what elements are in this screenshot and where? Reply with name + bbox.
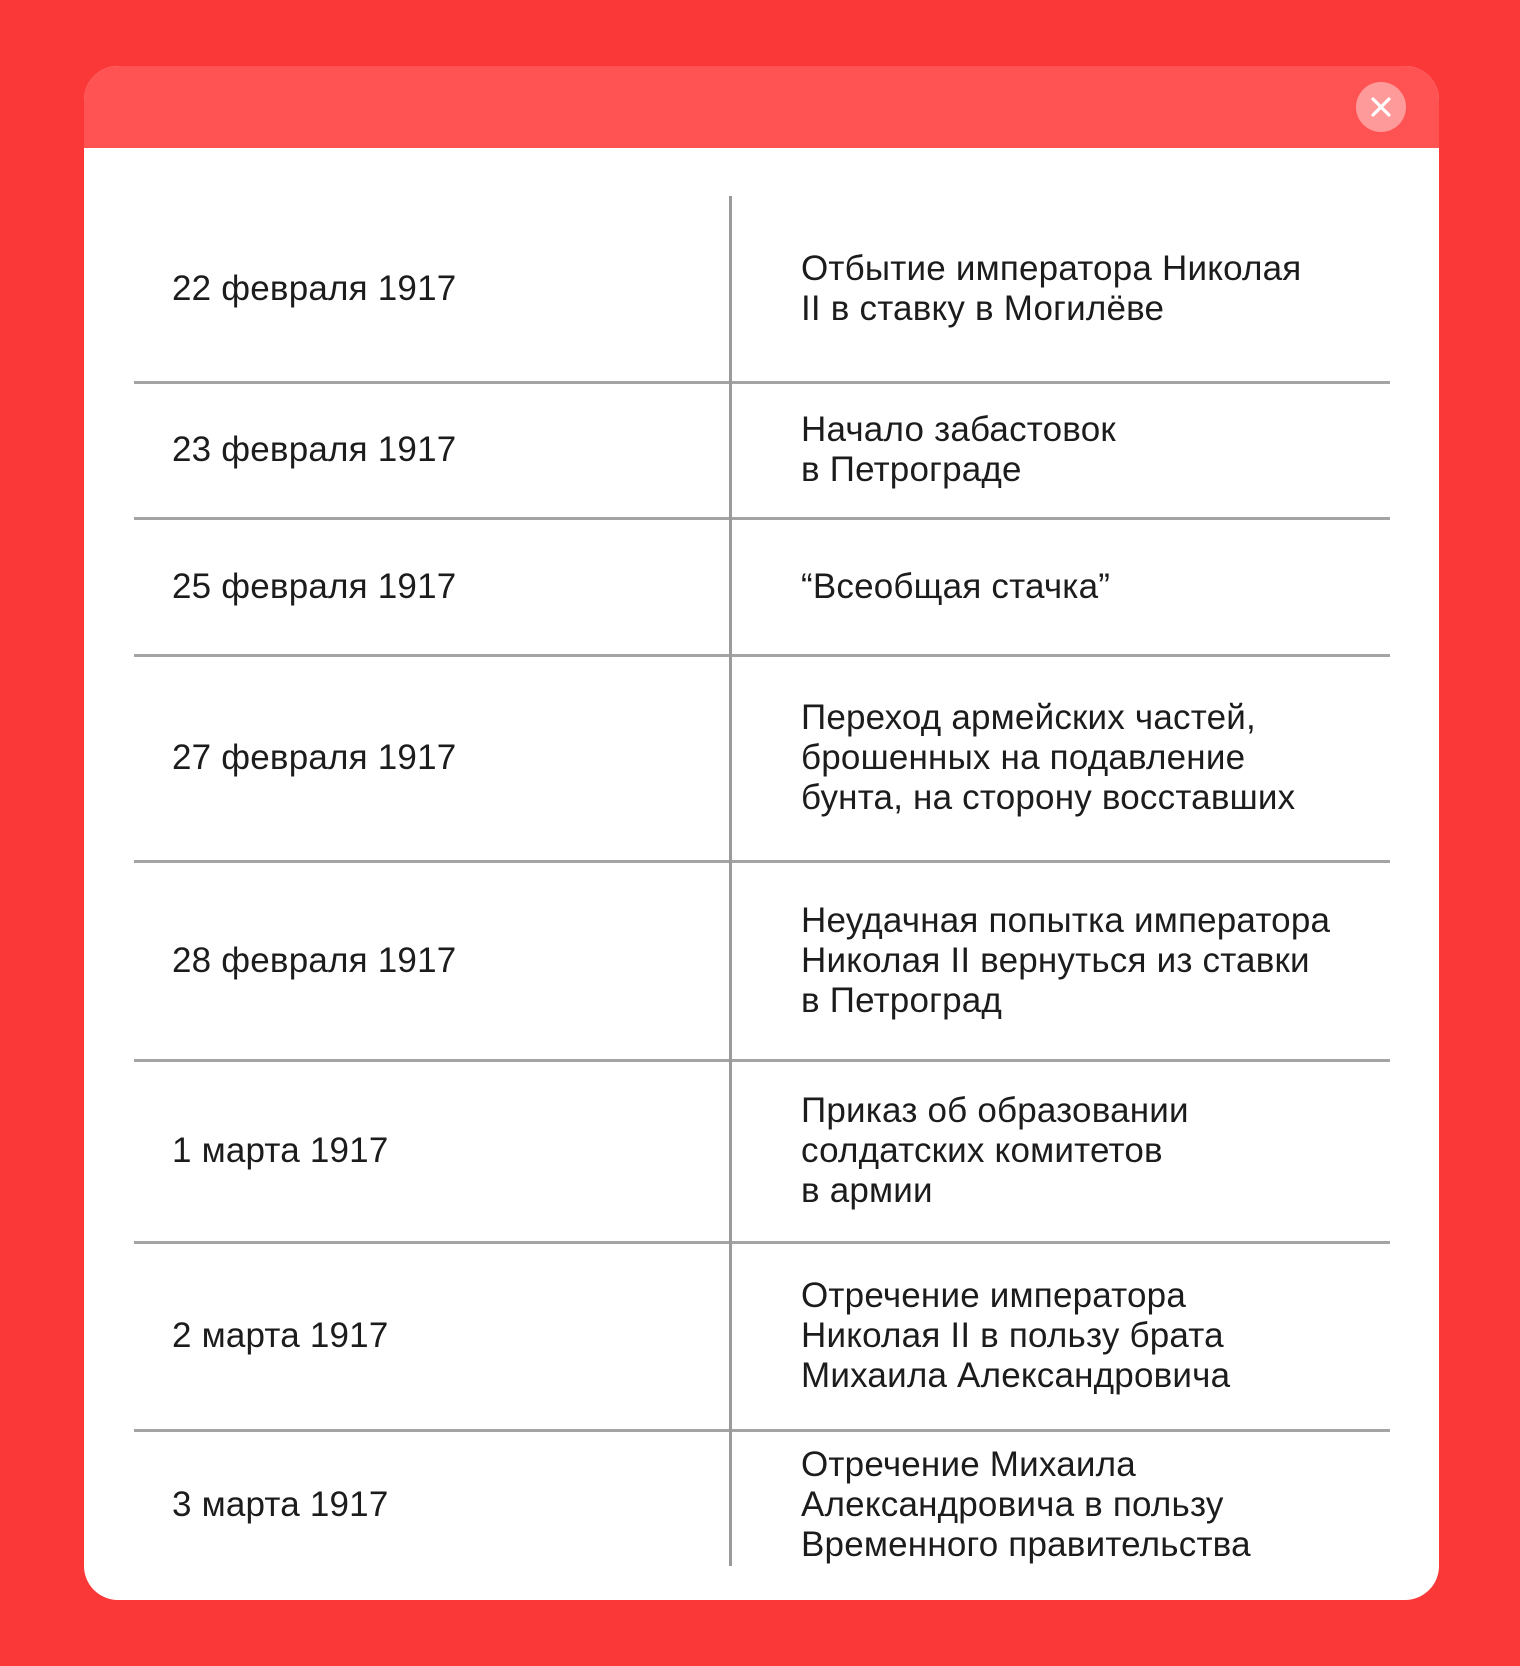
event-date: 22 февраля 1917 bbox=[172, 269, 457, 308]
event-date: 3 марта 1917 bbox=[172, 1485, 389, 1524]
event-description: Отречение императора Николая II в пользу брата Михаила Александровича bbox=[801, 1276, 1231, 1395]
event-description: Начало забастовок в Петрограде bbox=[801, 410, 1116, 489]
event-description: Отречение Михаила Александровича в пользу Временного правительства bbox=[801, 1445, 1251, 1564]
table-row bbox=[134, 1242, 1390, 1430]
table-row bbox=[134, 518, 1390, 655]
event-description: Неудачная попытка императора Николая II вернуться из ставки в Петроград bbox=[801, 900, 1331, 1020]
event-description: “Всеобщая стачка” bbox=[801, 566, 1111, 606]
timeline-table bbox=[134, 196, 1390, 1566]
event-date: 1 марта 1917 bbox=[172, 1131, 389, 1170]
event-description: Отбытие императора Николая II в ставку в Могилёве bbox=[801, 249, 1302, 328]
table-row bbox=[134, 382, 1390, 518]
table-row bbox=[134, 861, 1390, 1060]
column-divider bbox=[729, 196, 732, 1566]
event-date: 23 февраля 1917 bbox=[172, 430, 457, 469]
event-description: Приказ об образовании солдатских комитетов в армии bbox=[801, 1091, 1189, 1210]
table-row bbox=[134, 655, 1390, 861]
event-description: Переход армейских частей, брошенных на подавление бунта, на сторону восставших bbox=[801, 698, 1296, 817]
event-date: 25 февраля 1917 bbox=[172, 566, 457, 606]
event-date: 2 марта 1917 bbox=[172, 1316, 389, 1355]
table-row bbox=[134, 1430, 1390, 1566]
event-date: 28 февраля 1917 bbox=[172, 940, 457, 980]
close-button[interactable] bbox=[1356, 82, 1406, 132]
table-row bbox=[134, 196, 1390, 382]
window-titlebar bbox=[84, 66, 1439, 148]
timeline-window bbox=[84, 66, 1439, 1600]
close-icon bbox=[1371, 97, 1391, 117]
event-date: 27 февраля 1917 bbox=[172, 738, 457, 777]
table-row bbox=[134, 1060, 1390, 1242]
